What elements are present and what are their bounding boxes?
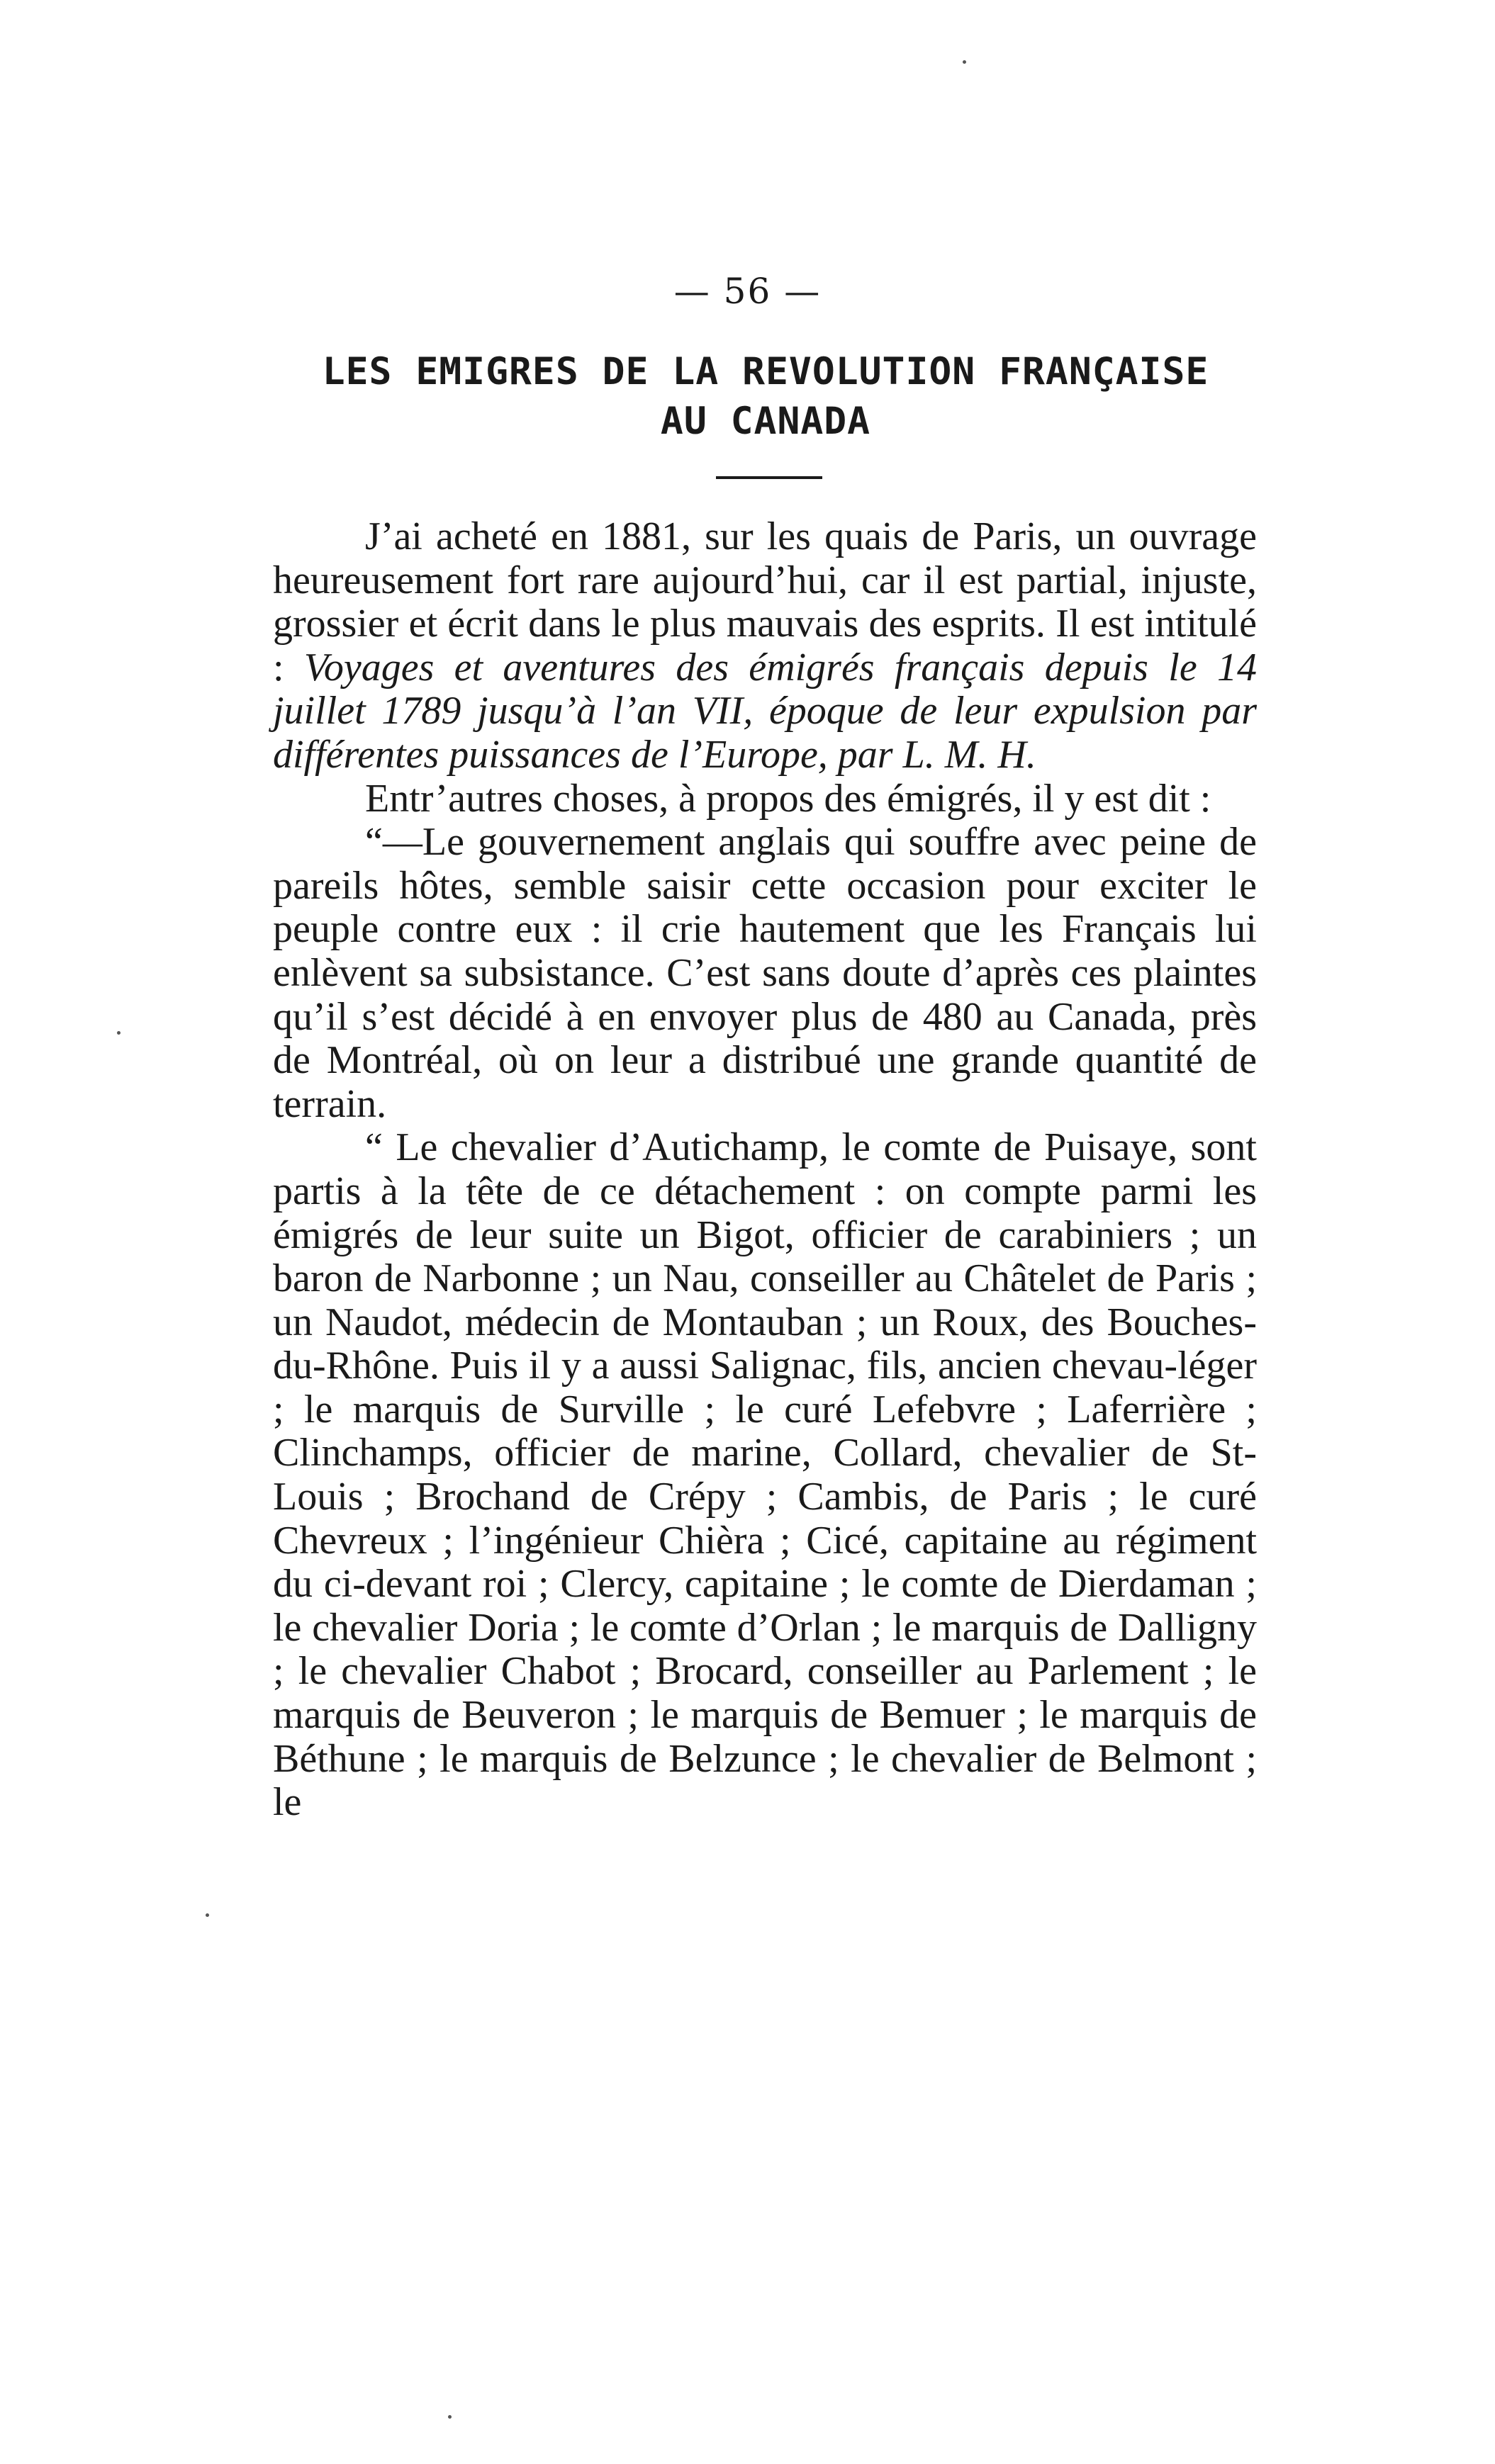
paper-speck <box>117 1031 121 1035</box>
book-title-italic: Voyages et aventures des émigrés français depuis le 14 juillet 1789 jusqu’à l’an VII, époque de leur expulsion par différentes puissances de l’Europe, par L. M. H. <box>273 645 1257 777</box>
page-number: — 56 — <box>673 271 822 312</box>
paragraph-4: “ Le chevalier d’Autichamp, le comte de Puisaye, sont partis à la tête de ce détachement : on compte parmi les émigrés de leur suite un Bigot, officier de carabiniers ; un baron de Narbonne ; un Nau, conseiller au Châtelet de Paris ; un Naudot, médecin de Montauban ; un Roux, des Bouches-du-Rhône. Puis il y a aussi Salignac, fils, ancien chevau-léger ; le marquis de Surville ; le curé Lefebvre ; Laferrière ; Clinchamps, officier de marine, Collard, chevalier de St-Louis ; Brochand de Crépy ; Cambis, de Paris ; le curé Chevreux ; l’ingénieur Chièra ; Cicé, capitaine au régiment du ci-devant roi ; Clercy, capitaine ; le comte de Dierdaman ; le chevalier Doria ; le comte d’Orlan ; le marquis de Dalligny ; le chevalier Chabot ; Brocard, conseiller au Parlement ; le marquis de Beuveron ; le marquis de Bemuer ; le marquis de Béthune ; le marquis de Belzunce ; le chevalier de Belmont ; le <box>273 1125 1257 1825</box>
paragraph-3: “—Le gouvernement anglais qui souffre avec peine de pareils hôtes, semble saisir cette occasion pour exciter le peuple contre eux : il crie hautement que les Français lui enlèvent sa subsistance. C’est sans doute d’après ces plaintes qu’il s’est décidé à en envoyer plus de 480 au Canada, près de Montréal, où on leur a distribué une grande quantité de terrain. <box>273 820 1257 1126</box>
paragraph-1 <box>273 515 1257 777</box>
paragraph-2: Entr’autres choses, à propos des émigrés, il y est dit : <box>365 776 1211 821</box>
body-text <box>273 515 1257 1825</box>
paper-speck <box>448 2415 452 2419</box>
paper-speck <box>206 1913 209 1917</box>
chapter-heading <box>269 347 1262 446</box>
paper-speck <box>963 60 966 64</box>
chapter-heading-line-2: AU CANADA <box>660 400 871 443</box>
paragraph-1-text: J’ai acheté en 1881, sur les quais de Paris, un ouvrage heureusement fort rare aujourd’hui, car il est partial, injuste, grossier et écrit dans le plus mauvais des esprits. Il est intitulé : <box>273 514 1257 690</box>
chapter-heading-line-1: LES EMIGRES DE LA REVOLUTION FRANÇAISE <box>322 350 1209 393</box>
heading-rule <box>716 476 822 479</box>
